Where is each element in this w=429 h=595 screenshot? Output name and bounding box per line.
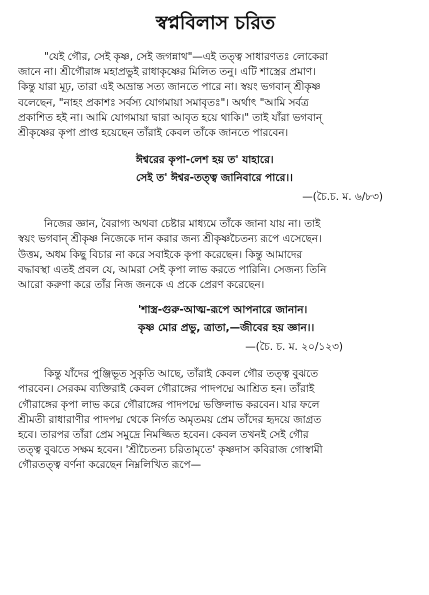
verse-line: ঈশ্বরের কৃপা-লেশ হয় ত' যাহারে। — [136, 154, 274, 167]
text-line: জানে না। শ্রীগৌরাঙ্গ মহাপ্রভুই রাধাকৃষ্ণের মিলিত তনু। এটি শাস্ত্রের প্রমাণ। — [18, 66, 316, 79]
text-line: তত্ত্ব বুঝতে সক্ষম হবেন। 'শ্রীচৈতন্য চরিতামৃতে' কৃষ্ণদাস কবিরাজ গোস্বামী — [18, 444, 323, 457]
text-line: কিন্তু যারা মূঢ়, তারা এই অভ্রান্ত সত্য জানতে পারে না। স্বয়ং ভগবান্ শ্রীকৃষ্ণ — [18, 81, 321, 94]
page-title: স্বপ্নবিলাস চরিত — [155, 12, 276, 34]
text-line: পারবেন। সেরকম ব্যক্তিরাই কেবল গৌরাঙ্গের পাদপদ্মে আশ্রিত হন। তাঁরাই — [18, 383, 315, 396]
paragraph-1 — [18, 50, 413, 141]
paragraph-3 — [18, 367, 413, 473]
paragraph-2 — [18, 217, 413, 293]
verse-block-2 — [138, 301, 413, 337]
verse-reference-1: —(চৈ.চ. ম. ৬/৮৩) — [302, 191, 383, 204]
verse-line: কৃষ্ণ মোর প্রভু, ত্রাতা,—জীবের হয় জ্ঞান।। — [138, 322, 315, 335]
text-line: বদ্ধাবস্থা এতই প্রবল যে, আমরা সেই কৃপা লাভ করতে পারিনি। সেজন্য তিনি — [18, 263, 327, 276]
verse-block-1 — [136, 151, 413, 187]
text-line: বলেছেন, "নাহং প্রকাশঃ সর্বস্য যোগমায়া সমাবৃতঃ"। অর্থাৎ "আমি সর্বত্র — [18, 96, 309, 109]
text-line: নিজের জ্ঞান, বৈরাগ্য অথবা চেষ্টার মাধ্যমে তাঁকে জানা যায় না। তাই — [44, 218, 321, 231]
text-line: গৌরতত্ত্ব বর্ণনা করেছেন নিম্নলিখিত রূপে— — [18, 459, 201, 472]
text-line: হবে। তারপর তাঁরা প্রেম সমুদ্রে নিমজ্জিত হবেন। কেবল তখনই সেই গৌর — [18, 429, 309, 442]
text-line: আরো করুণা করে তাঁর নিজ জনকে এ প্রকে প্রেরণ করেছেন। — [18, 279, 265, 292]
text-line: স্বয়ং ভগবান্ শ্রীকৃষ্ণ নিজেকে দান করার জন্য শ্রীকৃষ্ণচৈতন্য রূপে এসেছেন। — [18, 233, 322, 246]
text-line: "যেই গৌর, সেই কৃষ্ণ, সেই জগন্নাথ"—এই তত্ত্ব সাধারণতঃ লোকেরা — [44, 51, 328, 63]
text-line: শ্রীকৃষ্ণের কৃপা প্রাপ্ত হয়েছেন তাঁরাই কেবল তাঁকে জানতে পারবেন। — [18, 127, 289, 140]
verse-line: সেই ত' ঈশ্বর-তত্ত্ব জানিবারে পারে।। — [136, 172, 293, 185]
text-line: প্রকাশিত হই না। আমি যোগমায়া দ্বারা আবৃত হয়ে থাকি।" তাই যাঁরা ভগবান্ — [18, 111, 323, 124]
text-line: গৌরাঙ্গের কৃপা লাভ করে গৌরাঙ্গের পাদপদ্মে ভক্তিলাভ করবেন। যার ফলে — [18, 398, 320, 411]
text-line: কিন্তু যাঁদের পুঞ্জিভূত সুকৃতি আছে, তাঁরাই কেবল গৌর তত্ত্ব বুঝতে — [44, 368, 319, 381]
verse-line: 'শাস্ত্র-গুরু-আত্ম-রূপে আপনারে জানান। — [138, 304, 308, 317]
text-line: উত্তম, অধম কিছু বিচার না করে সবাইকে কৃপা করেছেন। কিন্তু আমাদের — [18, 248, 303, 261]
text-line: শ্রীমতী রাধারাণীর পাদপদ্ম থেকে নির্গত অমৃতময় প্রেম তাঁদের হৃদয়ে জাগ্রত — [18, 413, 322, 426]
verse-reference-2: —(চৈ. চ. ম. ২০/১২৩) — [245, 341, 343, 354]
